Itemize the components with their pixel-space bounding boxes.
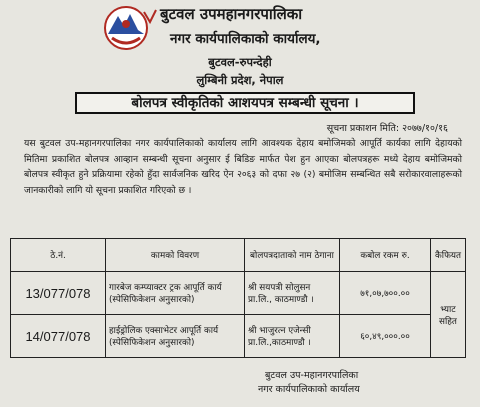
table-row: [11, 272, 466, 315]
table-row: [11, 315, 466, 358]
office-title: नगर कार्यपालिकाको कार्यालय,: [170, 31, 321, 47]
province-line: लुम्बिनी प्रदेश, नेपाल: [196, 73, 284, 87]
work-description: गारबेज कम्प्याक्टर ट्रक आपूर्ति कार्य (स्पेसिफिकेशन अनुसारको): [106, 272, 245, 315]
col-header-remark: कैफियत: [431, 239, 466, 272]
publish-date: सूचना प्रकाशन मिति: २०७७/१०/१६: [326, 123, 448, 134]
col-header-no: ठे.नं.: [11, 239, 106, 272]
bidder-name: श्री सयपत्री सोलुसन प्रा.लि., काठमाण्डौ ।: [245, 272, 340, 315]
municipality-title: बुटवल उपमहानगरपालिका: [160, 5, 303, 23]
bid-amount: ७१,०७,७००.००: [340, 272, 431, 315]
table-header-row: [11, 239, 466, 272]
col-header-description: कामको विवरण: [106, 239, 245, 272]
footer-municipality: बुटवल उप-महानगरपालिका: [265, 370, 359, 381]
work-description: हाईड्रोलिक एक्साभेटर आपूर्ति कार्य (स्पेसिफिकेशन अनुसारको): [106, 315, 245, 358]
contract-no: 13/077/078: [11, 272, 106, 315]
bid-table: [10, 238, 466, 358]
bid-amount: ६०,४९,०००.००: [340, 315, 431, 358]
col-header-amount: कबोल रकम रु.: [340, 239, 431, 272]
notice-body: यस बुटवल उप-महानगरपालिका नगर कार्यपालिकाको कार्यालय लागि आवश्यक देहाय बमोजिमको आपूर्ति कार्यका लागि देहायको मितिमा प्रकाशित बोलपत्र आव्हान सम्बन्धी सूचना अनुसार ई बिडिङ मार्फत पेश हुन आएका बोलपत्रहरू मध्ये देहाय बमोजिमको बोलपत्र स्वीकृत हुने प्रक्रियामा रहेको हुँदा सार्वजनिक खरिद ऐन २०६३ को दफा २७ (२) बमोजिम सम्बन्धित सबै सरोकारवालाहरूको जानकारीको लागि यो सूचना प्रकाशित गरिएको छ ।: [24, 138, 462, 196]
remark: भ्याट सहित: [431, 272, 466, 358]
footer-office: नगर कार्यपालिकाको कार्यालय: [258, 384, 360, 395]
nepal-emblem-icon: [100, 4, 160, 52]
contract-no: 14/077/078: [11, 315, 106, 358]
address-line: बुटवल-रुपन्देही: [208, 55, 272, 69]
notice-title: बोलपत्र स्वीकृतिको आशयपत्र सम्बन्धी सूचना ।: [75, 92, 415, 114]
bidder-name: श्री भाजुरत्न एजेन्सी प्रा.लि.,काठमाण्डौ ।: [245, 315, 340, 358]
col-header-bidder: बोलपत्रदाताको नाम ठेगाना: [245, 239, 340, 272]
